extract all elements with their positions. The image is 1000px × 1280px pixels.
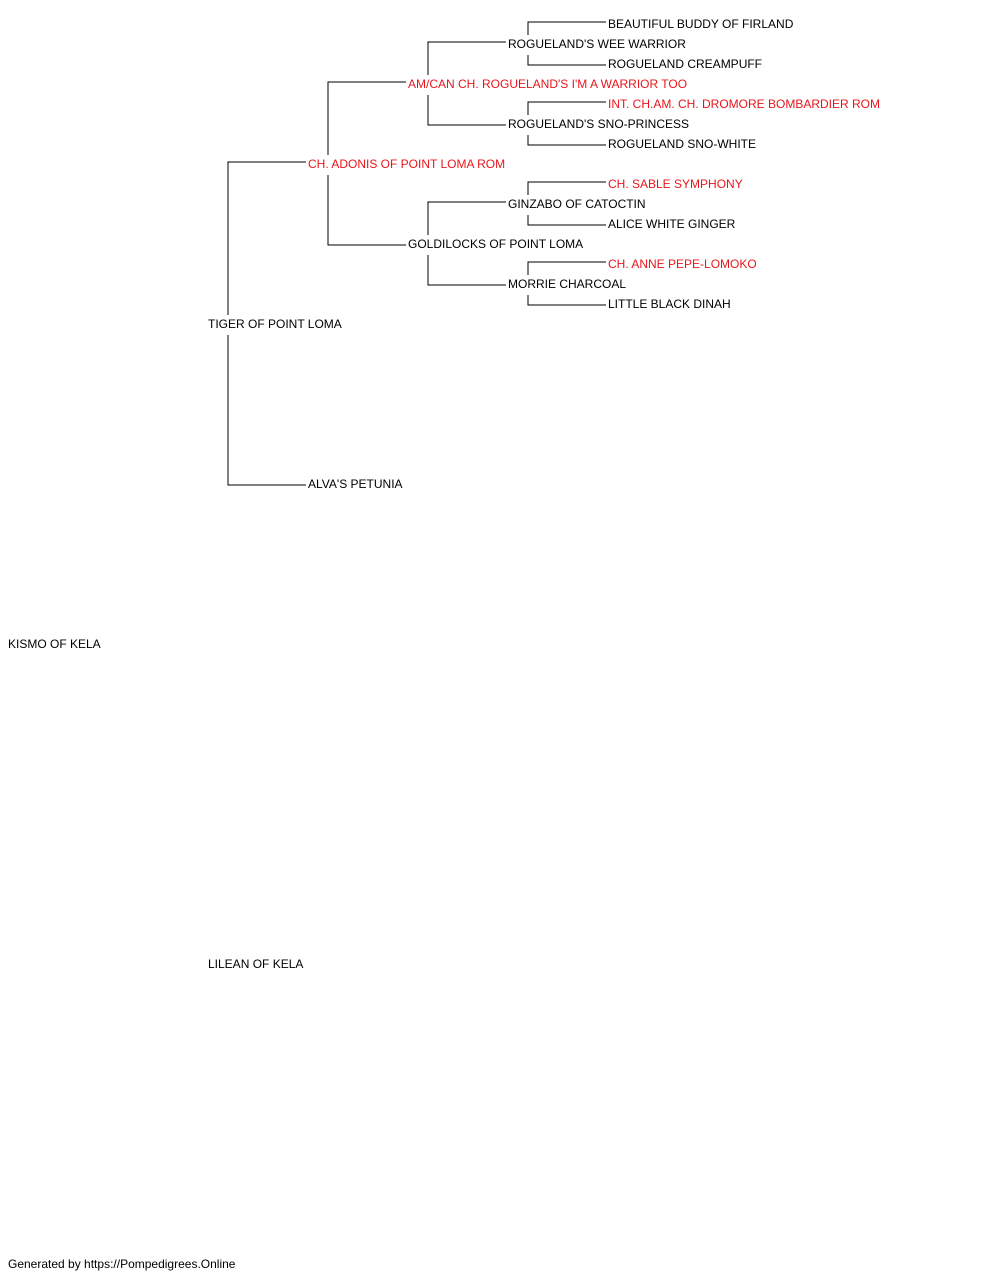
dog-alice-white-ginger: ALICE WHITE GINGER — [608, 217, 736, 231]
dog-kismo-of-kela-subject: KISMO OF KELA — [8, 637, 101, 651]
dog-sable-symphony: CH. SABLE SYMPHONY — [608, 177, 743, 191]
generated-by-footer: Generated by https://Pompedigrees.Online — [8, 1257, 236, 1271]
dog-morrie-charcoal: MORRIE CHARCOAL — [508, 277, 627, 291]
dog-roguelands-wee-warrior: ROGUELAND'S WEE WARRIOR — [508, 37, 686, 51]
connector-tiger-to-adonis — [228, 162, 306, 315]
connector-goldilocks-to-morrie — [428, 255, 506, 285]
connector-warrior-too-to-wee-warrior — [428, 42, 506, 75]
dog-lilean-of-kela: LILEAN OF KELA — [208, 957, 304, 971]
dog-tiger-of-point-loma: TIGER OF POINT LOMA — [208, 317, 342, 331]
dog-little-black-dinah: LITTLE BLACK DINAH — [608, 297, 731, 311]
dog-beautiful-buddy-of-firland: BEAUTIFUL BUDDY OF FIRLAND — [608, 17, 794, 31]
dog-adonis-of-point-loma: CH. ADONIS OF POINT LOMA ROM — [308, 157, 506, 171]
dog-rogueland-creampuff: ROGUELAND CREAMPUFF — [608, 57, 763, 71]
connector-adonis-to-goldilocks — [328, 175, 406, 245]
dog-roguelands-im-a-warrior-too: AM/CAN CH. ROGUELAND'S I'M A WARRIOR TOO — [408, 77, 688, 91]
connector-warrior-too-to-sno-princess — [428, 95, 506, 125]
dog-anne-pepe-lomoko: CH. ANNE PEPE-LOMOKO — [608, 257, 757, 271]
dog-rogueland-sno-white: ROGUELAND SNO-WHITE — [608, 137, 757, 151]
connector-sno-princess-to-sno-white — [528, 135, 606, 145]
connector-goldilocks-to-ginzabo — [428, 202, 506, 235]
connector-adonis-to-warrior-too — [328, 82, 406, 155]
dog-alvas-petunia: ALVA'S PETUNIA — [308, 477, 403, 491]
connector-wee-warrior-to-creampuff — [528, 55, 606, 65]
connector-ginzabo-to-sable — [528, 182, 606, 195]
dog-roguelands-sno-princess: ROGUELAND'S SNO-PRINCESS — [508, 117, 689, 131]
connector-ginzabo-to-alice — [528, 215, 606, 225]
connector-wee-warrior-to-buddy — [528, 22, 606, 35]
dog-goldilocks-of-point-loma: GOLDILOCKS OF POINT LOMA — [408, 237, 584, 251]
connector-morrie-to-dinah — [528, 295, 606, 305]
dog-dromore-bombardier: INT. CH.AM. CH. DROMORE BOMBARDIER ROM — [608, 97, 881, 111]
connector-sno-princess-to-bombardier — [528, 102, 606, 115]
connector-morrie-to-anne — [528, 262, 606, 275]
dog-ginzabo-of-catoctin: GINZABO OF CATOCTIN — [508, 197, 646, 211]
connector-tiger-to-petunia — [228, 335, 306, 485]
